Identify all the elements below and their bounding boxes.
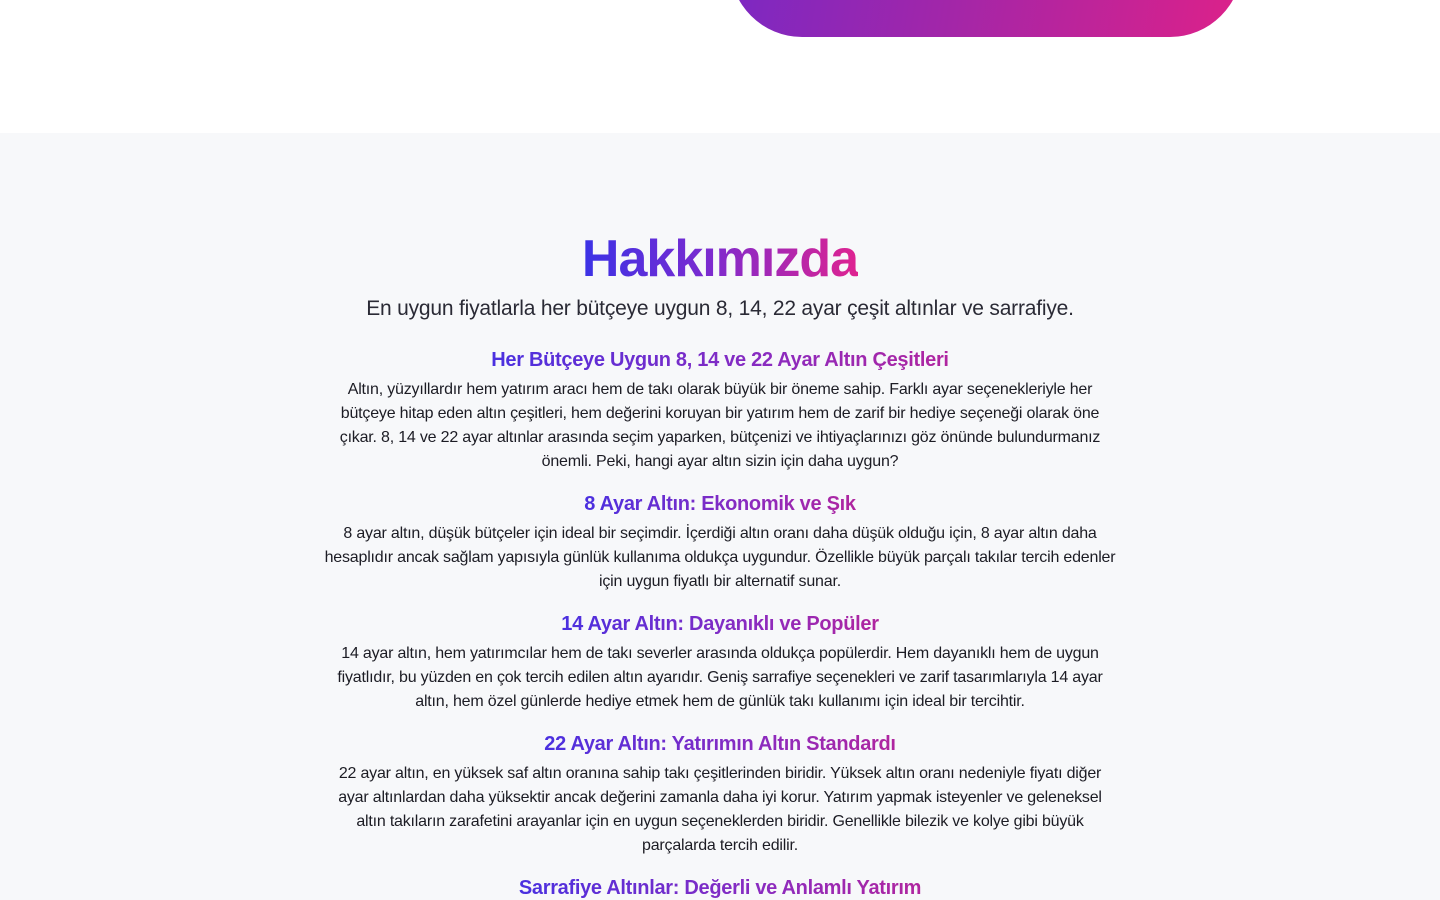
about-title-text: Hakkımızda [581,230,859,288]
content-block-14-ayar [320,610,1120,714]
block-text: 22 ayar altın, en yüksek saf altın oranına sahip takı çeşitlerinden biridir. Yüksek altın oranı nedeniyle fiyatı diğer ayar altınlardan daha yüksektir ancak değerini zamanla daha iyi korur. Yatırım yapmak isteyenler ve geleneksel altın takıların zarafetini arayanlar için en uygun seçeneklerden biridir. Genellikle bilezik ve kolye gibi büyük parçalarda tercih edilir. [338,765,1102,854]
block-heading-text: 22 Ayar Altın: Yatırımın Altın Standardı [544,733,896,755]
content-block-sarrafiye [320,874,1120,900]
block-heading-text: Her Bütçeye Uygun 8, 14 ve 22 Ayar Altın Çeşitleri [491,349,949,371]
block-heading [320,610,1120,638]
about-title [0,229,1440,289]
block-heading-text: Sarrafiye Altınlar: Değerli ve Anlamlı Yatırım [518,877,922,899]
gradient-banner-card [730,0,1242,37]
block-text: 8 ayar altın, düşük bütçeler için ideal bir seçimdir. İçerdiği altın oranı daha düşük olduğu için, 8 ayar altın daha hesaplıdır ancak sağlam yapısıyla günlük kullanıma oldukça uygundur. Özellikle büyük parçalı takılar tercih edenler için uygun fiyatlı bir alternatif sunar. [324,525,1116,590]
about-subtitle: En uygun fiyatlarla her bütçeye uygun 8, 14, 22 ayar çeşit altınlar ve sarrafiye. [366,297,1074,320]
block-text: 14 ayar altın, hem yatırımcılar hem de takı severler arasında oldukça popülerdir. Hem dayanıklı hem de uygun fiyatlıdır, bu yüzden en çok tercih edilen altın ayarıdır. Geniş sarrafiye seçenekleri ve zarif tasarımlarıyla 14 ayar altın, hem özel günlerde hediye etmek hem de günlük takı kullanımı için ideal bir tercihtir. [337,645,1103,710]
block-heading [320,490,1120,518]
about-content [320,346,1120,900]
content-block-22-ayar [320,730,1120,858]
top-area [0,0,1440,133]
content-block-budget [320,346,1120,474]
about-section [0,133,1440,900]
block-heading [320,874,1120,900]
content-block-8-ayar [320,490,1120,594]
block-heading [320,346,1120,374]
block-heading-text: 8 Ayar Altın: Ekonomik ve Şık [584,493,856,515]
block-heading-text: 14 Ayar Altın: Dayanıklı ve Popüler [561,613,879,635]
block-heading [320,730,1120,758]
block-text: Altın, yüzyıllardır hem yatırım aracı hem de takı olarak büyük bir öneme sahip. Farklı ayar seçenekleriyle her bütçeye hitap eden altın çeşitleri, hem değerini koruyan bir yatırım hem de zarif bir hediye seçeneği olarak öne çıkar. 8, 14 ve 22 ayar altınlar arasında seçim yaparken, bütçenizi ve ihtiyaçlarınızı göz önünde bulundurmanız önemli. Peki, hangi ayar altın sizin için daha uygun? [339,381,1101,470]
